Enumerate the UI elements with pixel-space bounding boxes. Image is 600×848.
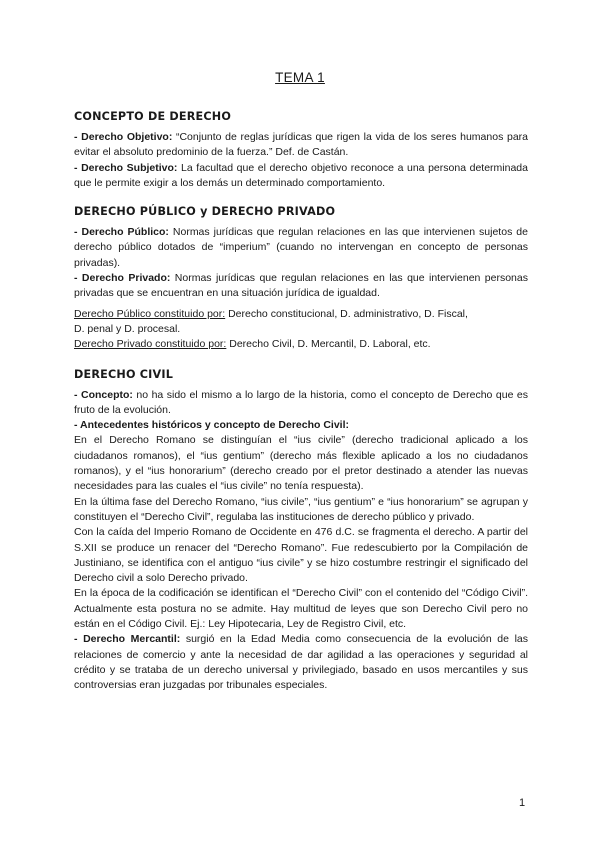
term-text: Derecho constitucional, D. administrativo, D. Fiscal, xyxy=(225,307,468,320)
term-text: Derecho Civil, D. Mercantil, D. Laboral, etc. xyxy=(226,338,431,351)
section-concepto-derecho xyxy=(74,110,528,191)
document-title: TEMA 1 xyxy=(275,70,325,85)
term-text: Normas jurídicas que regulan relaciones en las que intervienen sujetos de derecho público dotados de “imperium” (cuando no intervengan en concepto de personas privadas). xyxy=(74,226,528,269)
paragraph-derecho-romano: En el Derecho Romano se distinguían el “ius civile” (derecho tradicional aplicado a los ciudadanos romanos), el “ius gentium” (derecho más flexible aplicado a los no ciudadanos romanos), y el “ius honorarium” (derecho creado por el pretor destinado a atender las nuevas necesidades para las cuales el “ius civile” no tenía respuesta). xyxy=(74,434,528,493)
section-publico-privado xyxy=(74,205,528,352)
paragraph-privado-constituido xyxy=(74,337,528,352)
paragraph-ultima-fase: En la última fase del Derecho Romano, “ius civile”, “ius gentium” e “ius honorarium” se agrupan y constituyen el “Derecho Civil”, regulaba las instituciones de derecho público y privado. xyxy=(74,495,528,523)
section-heading: DERECHO PÚBLICO y DERECHO PRIVADO xyxy=(74,205,336,219)
paragraph-derecho-mercantil xyxy=(74,632,528,693)
term-label: - Derecho Subjetivo: xyxy=(74,161,178,174)
paragraph-derecho-subjetivo xyxy=(74,161,528,192)
paragraph-codificacion: En la época de la codificación se identifican el “Derecho Civil” con el contenido del “Código Civil”. Actualmente esta postura no se admite. Hay multitud de leyes que son Derecho Civil pero no están en el Código Civil. Ej.: Ley Hipotecaria, Ley de Registro Civil, etc. xyxy=(74,587,528,631)
section-heading: DERECHO CIVIL xyxy=(74,367,174,381)
term-label: - Derecho Privado: xyxy=(74,272,171,285)
document-body xyxy=(74,110,528,694)
term-text: no ha sido el mismo a lo largo de la historia, como el concepto de Derecho que es fruto de la evolución. xyxy=(74,388,528,416)
paragraph-publico-constituido xyxy=(74,307,528,322)
paragraph-concepto xyxy=(74,388,528,419)
section-derecho-civil xyxy=(74,368,528,694)
term-label: - Derecho Objetivo: xyxy=(74,131,173,143)
term-text: Normas jurídicas que regulan relaciones en las que intervienen personas privadas que se encuentran en una situación jurídica de igualdad. xyxy=(74,272,528,300)
term-label: - Derecho Mercantil: xyxy=(74,633,181,646)
paragraph-derecho-privado xyxy=(74,271,528,302)
paragraph-derecho-publico xyxy=(74,225,528,271)
underlined-label: Derecho Privado constituido por: xyxy=(74,338,227,351)
paragraph-antecedentes-label: - Antecedentes históricos y concepto de Derecho Civil: xyxy=(74,419,350,432)
term-label: - Concepto: xyxy=(74,388,133,401)
underlined-label: Derecho Público constituido por: xyxy=(74,307,226,320)
term-text: La facultad que el derecho objetivo reconoce a una persona determinada que le permite exigir a los demás un determinado comportamiento. xyxy=(74,161,528,189)
page-number: 1 xyxy=(519,797,526,809)
term-text: “Conjunto de reglas jurídicas que rigen la vida de los seres humanos para evitar el absoluto predominio de la fuerza.” Def. de Castán. xyxy=(74,131,528,159)
term-label: - Derecho Público: xyxy=(74,226,169,239)
section-heading: CONCEPTO DE DERECHO xyxy=(74,110,232,123)
paragraph-caida-imperio: Con la caída del Imperio Romano de Occidente en 476 d.C. se fragmenta el derecho. A partir del S.XII se produce un renacer del “Derecho Romano”. Fue redescubierto por la Compilación de Justiniano, se identifica con el antiguo “ius civile” y se hizo costumbre restringir el significado del Derecho civil a solo Derecho privado. xyxy=(74,526,528,585)
term-text: surgió en la Edad Media como consecuencia de la evolución de las relaciones de comercio y ante la necesidad de dar agilidad a las operaciones y seguridad al crédito y se trataba de un derecho universal y privilegiado, basado en usos mercantiles y sus controversias eran juzgadas por tribunales especiales. xyxy=(74,633,528,692)
paragraph-publico-constituido-cont: D. penal y D. procesal. xyxy=(74,322,181,335)
paragraph-derecho-objetivo xyxy=(74,130,528,161)
